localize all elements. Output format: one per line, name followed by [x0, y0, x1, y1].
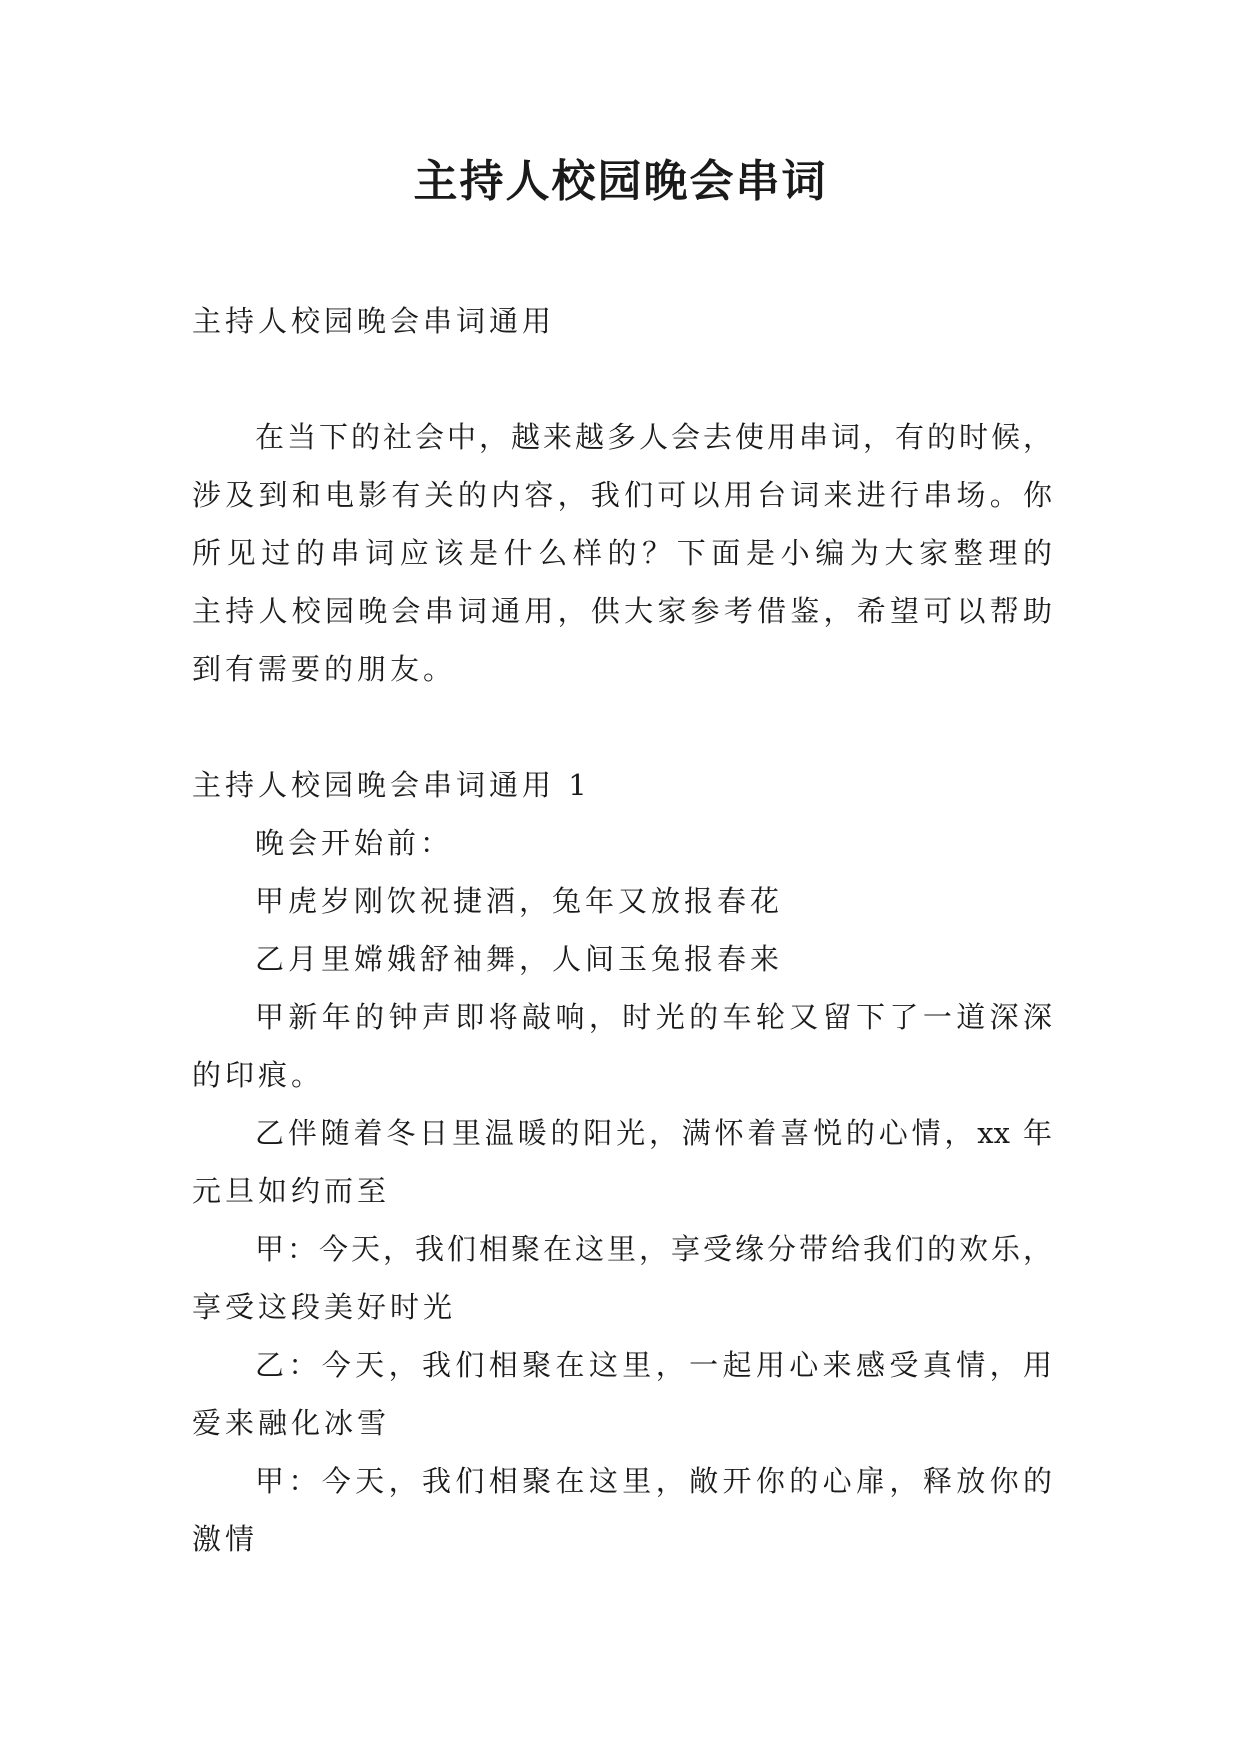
section-line: 爱来融化冰雪: [192, 1406, 391, 1440]
intro-line: 到有需要的朋友。: [192, 652, 457, 686]
intro-line: 在当下的社会中，越来越多人会去使用串词，有的时候，: [255, 420, 1052, 454]
section-line: 乙伴随着冬日里温暖的阳光，满怀着喜悦的心情，xx 年: [255, 1116, 1052, 1150]
section-line: 甲新年的钟声即将敲响，时光的车轮又留下了一道深深: [255, 1000, 1052, 1034]
document-subtitle: 主持人校园晚会串词通用: [192, 304, 556, 338]
section-line: 乙月里嫦娥舒袖舞，人间玉兔报春来: [255, 942, 784, 976]
section-line: 享受这段美好时光: [192, 1290, 457, 1324]
section-line: 甲：今天，我们相聚在这里，享受缘分带给我们的欢乐，: [255, 1232, 1052, 1266]
section-line: 晚会开始前：: [255, 826, 454, 860]
intro-line: 主持人校园晚会串词通用，供大家参考借鉴，希望可以帮助: [192, 594, 1052, 628]
section-line: 激情: [192, 1522, 259, 1556]
section-line: 元旦如约而至: [192, 1174, 391, 1208]
section-line: 乙：今天，我们相聚在这里，一起用心来感受真情，用: [255, 1348, 1052, 1382]
section-line: 甲虎岁刚饮祝捷酒，兔年又放报春花: [255, 884, 784, 918]
paragraph-spacer: [192, 350, 1052, 408]
intro-line: 所见过的串词应该是什么样的？下面是小编为大家整理的: [192, 536, 1052, 570]
paragraph-spacer: [192, 698, 1052, 756]
document-body: [192, 292, 1052, 1568]
section-line: 甲：今天，我们相聚在这里，敞开你的心扉，释放你的: [255, 1464, 1052, 1498]
section-heading: 主持人校园晚会串词通用 1: [192, 768, 591, 802]
intro-line: 涉及到和电影有关的内容，我们可以用台词来进行串场。你: [192, 478, 1052, 512]
document-title: 主持人校园晚会串词: [413, 156, 828, 207]
section-line: 的印痕。: [192, 1058, 325, 1092]
